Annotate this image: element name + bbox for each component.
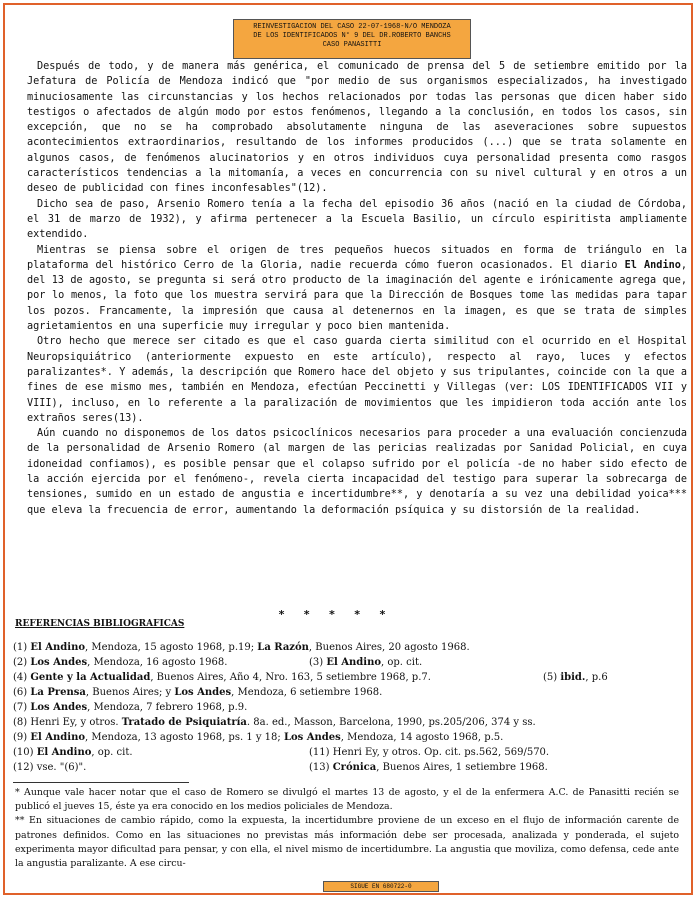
- document-page: [3, 3, 693, 895]
- paragraph-4: Otro hecho que merece ser citado es que el caso guarda cierta similitud con el ocurrido en el Hospital Neuropsiquiátrico (anteriormente expuesto en este artículo), respecto al rayo, luces y efectos paralizantes*. Y además, la descripción que Romero hace del objeto y sus tripulantes, coincide con la que a fines de ese mismo mes, también en Mendoza, efectúan Peccinetti y Villegas (ver: LOS IDENTIFICADOS VII y VIII), incluso, en lo referente a la paralización de movimientos que les impidieron toda acción ante los extraños seres(13).: [27, 336, 687, 424]
- article-body: [27, 59, 687, 518]
- newspaper-name: El Andino: [624, 259, 681, 271]
- reference-1: (1) El Andino, Mendoza, 15 agosto 1968, p.19; La Razón, Buenos Aires, 20 agosto 1968.: [13, 642, 470, 653]
- paragraph-1: Después de todo, y de manera más genérica, el comunicado de prensa del 5 de setiembre emitido por la Jefatura de Policía de Mendoza indicó que "por medio de sus organismos especializados, ha investigado minuciosamente las circunstancias y los hechos relacionados por todas las personas que dicen haber sido testigos o afectados de algún modo por estos fenómenos, llegando a la conclusión, en todos los casos, sin excepción, que no se ha comprobado absolutamente ninguna de las aseveraciones sobre supuestos acontecimientos extraordinarios, resultando de los informes producidos (...) que se trata solamente en algunos casos, de fenómenos alucinatorios y en otros individuos cuya personalidad presenta como rasgos característicos tendencias a la mitomanía, a veces en concurrencia con su nivel cultural y en otros a un deseo de publicidad con fines inconfesables"(12).: [27, 61, 687, 195]
- reference-9: (9) El Andino, Mendoza, 13 agosto 1968, ps. 1 y 18; Los Andes, Mendoza, 14 agosto 1968, p.5.: [13, 732, 504, 743]
- reference-12-13: (12) vse. "(6)". (13) Crónica, Buenos Aires, 1 setiembre 1968.: [13, 762, 548, 773]
- reference-7: (7) Los Andes, Mendoza, 7 febrero 1968, p.9.: [13, 702, 248, 713]
- references-title: REFERENCIAS BIBLIOGRAFICAS: [15, 619, 185, 629]
- reference-8: (8) Henri Ey, y otros. Tratado de Psiquiatría. 8a. ed., Masson, Barcelona, 1990, ps.205/206, 374 y ss.: [13, 717, 536, 728]
- paragraph-3: Mientras se piensa sobre el origen de tres pequeños huecos situados en forma de triángulo en la plataforma del histórico Cerro de la Gloria, nadie recuerda cómo fueron ocasionados. El diario El Andino, del 13 de agosto, se pregunta si será otro producto de la imaginación del agente e irónicamente agrega que, por lo menos, la foto que los muestra servirá para que la Dirección de Bosques tome las medidas para tapar los pozos. Francamente, la impresión que causa al detenernos en la imagen, es que se trata de simples agrietamientos en una superficie muy irregular y poco bien mantenida.: [27, 244, 687, 333]
- paragraph-2: Dicho sea de paso, Arsenio Romero tenía a la fecha del episodio 36 años (nació en la ciudad de Córdoba, el 31 de marzo de 1932), y afirma pertenecer a la Escuela Basilio, un círculo espiritista ampliamente extendido.: [27, 198, 687, 241]
- footnote-divider: [13, 782, 189, 783]
- continuation-label: SIGUE EN 680722-0: [323, 881, 439, 892]
- reference-4-5: (4) Gente y la Actualidad, Buenos Aires, Año 4, Nro. 163, 5 setiembre 1968, p.7. (5) ibid., p.6: [13, 672, 608, 683]
- header-line-3: CASO PANASITTI: [322, 41, 382, 49]
- footnotes: [15, 786, 679, 871]
- paragraph-5: Aún cuando no disponemos de los datos psicoclínicos necesarios para proceder a una evaluación concienzuda de la personalidad de Arsenio Romero (al margen de las pericias realizadas por Sanidad Policial, en cuya idoneidad confiamos), es posible pensar que el colapso sufrido por el policía -de no haber sido efecto de la acción ejercida por el fenómeno-, revela cierta incapacidad del testigo para superar la sobrecarga de tensiones, sumido en un estado de angustia e incertidumbre**, y denotaría a su vez una debilidad yoica*** que eleva la frecuencia de error, aumentando la deformación psíquica y su distorsión de la realidad.: [27, 428, 687, 516]
- footnote-1: * Aunque vale hacer notar que el caso de Romero se divulgó el martes 13 de agosto, y el de la enfermera A.C. de Panasitti recién se publicó el jueves 15, éste ya era conocido en los medios policiales de Mendoza.: [15, 787, 679, 813]
- header-label: [233, 19, 471, 59]
- reference-6: (6) La Prensa, Buenos Aires; y Los Andes, Mendoza, 6 setiembre 1968.: [13, 687, 383, 698]
- reference-10-11: (10) El Andino, op. cit. (11) Henri Ey, y otros. Op. cit. ps.562, 569/570.: [13, 747, 550, 758]
- references-list: [13, 640, 673, 775]
- reference-2-3: (2) Los Andes, Mendoza, 16 agosto 1968. (3) El Andino, op. cit.: [13, 657, 423, 668]
- footnote-2: ** En situaciones de cambio rápido, como la expuesta, la incertidumbre proviene de un exceso en el flujo de información carente de patrones definidos. Como en las situaciones no previstas más información debe ser procesada, analizada y ponderada, el sujeto experimenta mayor dificultad para pensar, y con ella, el nivel mismo de incertidumbre. La angustia que moviliza, como defensa, cede ante la angustia paralizante. A ese circu-: [15, 815, 679, 870]
- header-line-1: REINVESTIGACION DEL CASO 22-07-1968-N/O MENDOZA: [253, 23, 451, 31]
- section-separator: * * * * *: [278, 608, 392, 621]
- header-line-2: DE LOS IDENTIFICADOS N° 9 DEL DR.ROBERTO BANCHS: [253, 32, 451, 40]
